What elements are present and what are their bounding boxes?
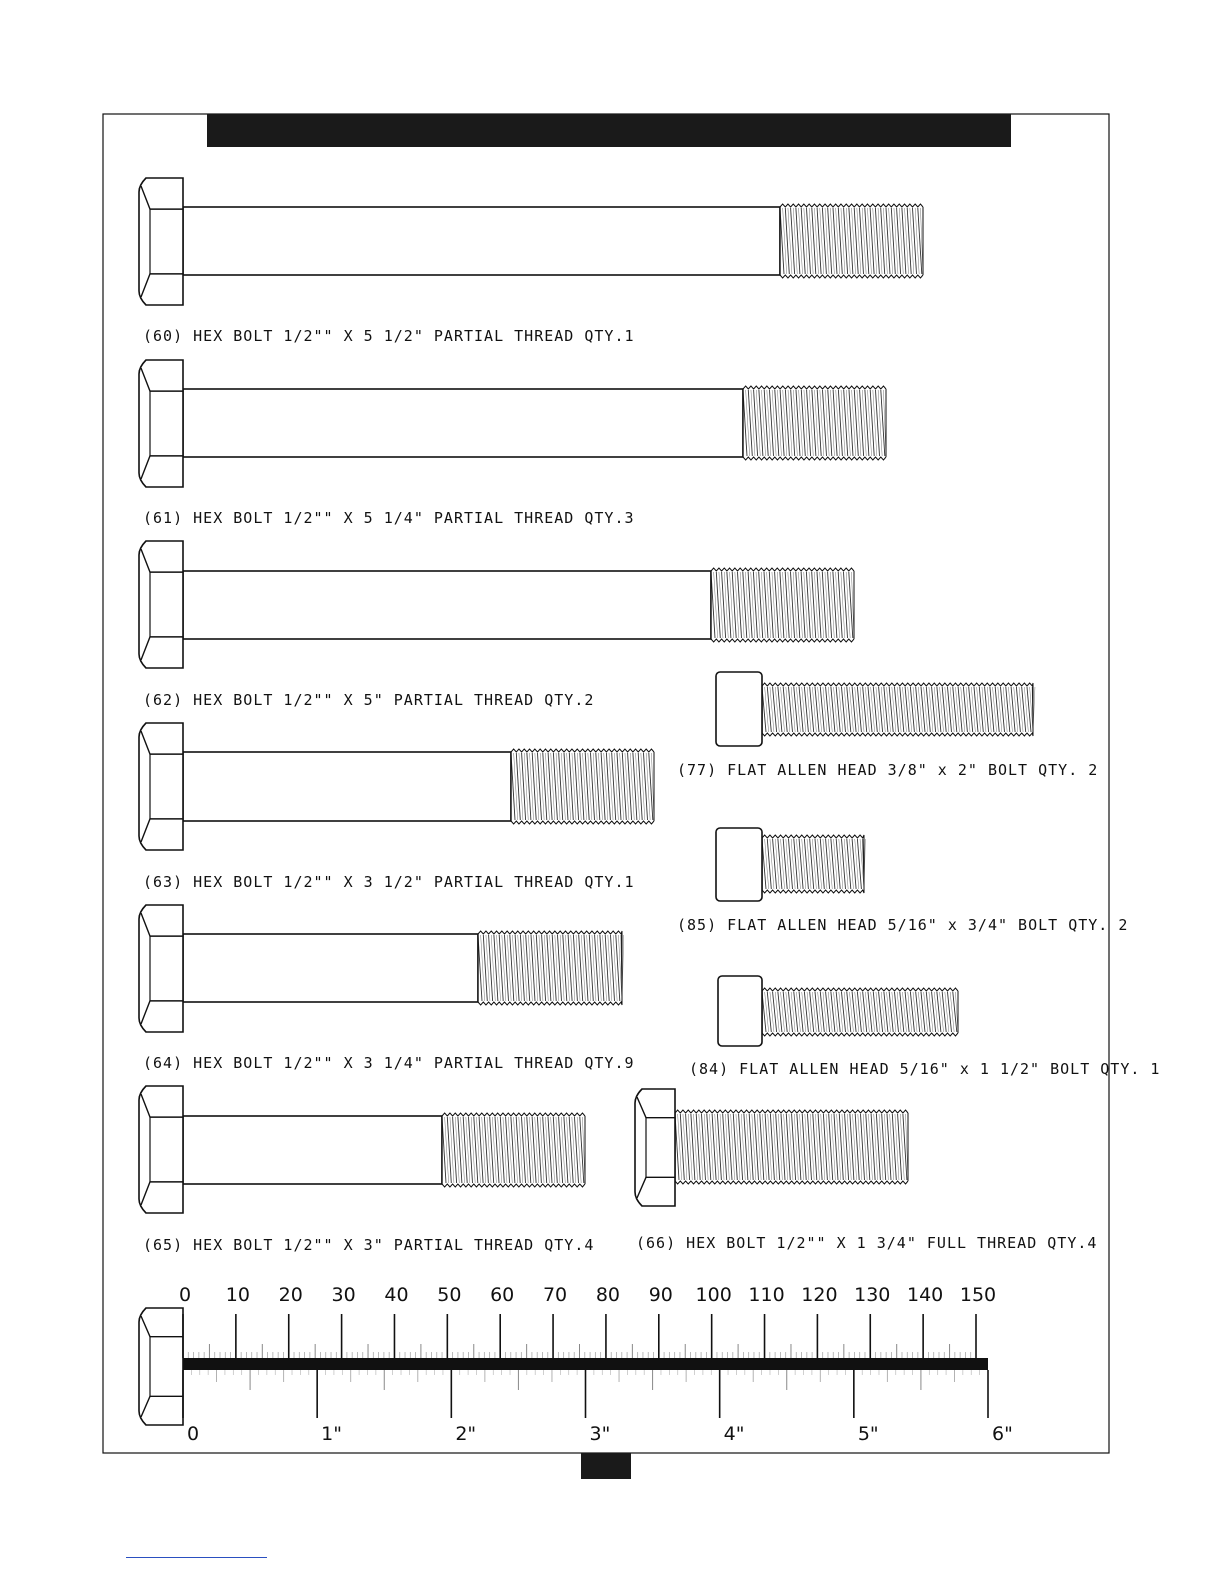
bolt-63	[139, 723, 654, 850]
part-label-63: (63) HEX BOLT 1/2"" X 3 1/2" PARTIAL THREAD QTY.1	[143, 873, 635, 891]
bolt-85	[716, 828, 865, 901]
inch-label: 0	[187, 1423, 200, 1445]
mm-label: 20	[278, 1284, 303, 1306]
mm-label: 70	[542, 1284, 568, 1306]
mm-label: 150	[959, 1284, 997, 1306]
inch-label: 5"	[857, 1423, 879, 1445]
page-number-tab	[581, 1453, 631, 1479]
part-label-85: (85) FLAT ALLEN HEAD 5/16" x 3/4" BOLT QTY. 2	[677, 916, 1129, 934]
part-label-66: (66) HEX BOLT 1/2"" X 1 3/4" FULL THREAD QTY.4	[636, 1234, 1098, 1252]
measuring-scale	[139, 1308, 988, 1425]
bolt-60	[139, 178, 923, 305]
bolt-66	[635, 1089, 908, 1206]
mm-label: 90	[648, 1284, 673, 1306]
mm-label: 50	[437, 1284, 462, 1306]
mm-label: 120	[801, 1284, 838, 1306]
bolt-65	[139, 1086, 585, 1213]
part-label-61: (61) HEX BOLT 1/2"" X 5 1/4" PARTIAL THREAD QTY.3	[143, 509, 635, 527]
mm-label: 30	[331, 1284, 356, 1306]
inch-label: 2"	[455, 1423, 477, 1445]
bolt-84	[718, 976, 958, 1046]
inch-label: 6"	[992, 1423, 1013, 1445]
mm-scale-labels	[179, 1284, 996, 1306]
mm-label: 40	[384, 1284, 409, 1306]
mm-label: 0	[178, 1284, 192, 1306]
mm-label: 100	[695, 1284, 732, 1306]
part-label-64: (64) HEX BOLT 1/2"" X 3 1/4" PARTIAL THREAD QTY.9	[143, 1054, 635, 1072]
part-label-65: (65) HEX BOLT 1/2"" X 3" PARTIAL THREAD QTY.4	[143, 1236, 595, 1254]
mm-label: 110	[748, 1284, 785, 1306]
bolt-62	[139, 541, 854, 668]
bolt-61	[139, 360, 886, 487]
part-label-62: (62) HEX BOLT 1/2"" X 5" PARTIAL THREAD QTY.2	[143, 691, 595, 709]
mm-label: 60	[490, 1284, 515, 1306]
mm-label: 10	[225, 1284, 250, 1306]
inch-label: 1"	[321, 1423, 342, 1445]
part-label-60: (60) HEX BOLT 1/2"" X 5 1/2" PARTIAL THREAD QTY.1	[143, 327, 635, 345]
mm-label: 140	[907, 1284, 944, 1306]
mm-label: 80	[595, 1284, 621, 1306]
bolt-64	[139, 905, 624, 1032]
footer-link-underline	[126, 1557, 267, 1558]
part-label-77: (77) FLAT ALLEN HEAD 3/8" x 2" BOLT QTY. 2	[677, 761, 1099, 779]
part-label-84: (84) FLAT ALLEN HEAD 5/16" x 1 1/2" BOLT QTY. 1	[689, 1060, 1161, 1078]
header-banner	[207, 114, 1011, 147]
scale-bar	[183, 1358, 988, 1370]
bolt-77	[716, 672, 1035, 746]
inch-label: 3"	[589, 1423, 611, 1445]
inch-scale-labels	[187, 1423, 1013, 1445]
inch-label: 4"	[723, 1423, 745, 1445]
mm-label: 130	[854, 1284, 891, 1306]
